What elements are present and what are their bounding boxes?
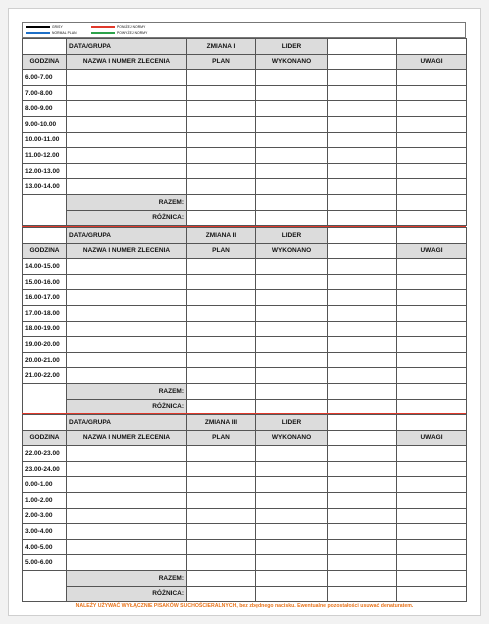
blank-cell	[23, 194, 67, 225]
nazwa-header: NAZWA I NUMER ZLECENIA	[67, 430, 187, 446]
wykonano-cell[interactable]	[256, 163, 328, 179]
extra-cell[interactable]	[328, 352, 397, 368]
wykonano-cell[interactable]	[256, 179, 328, 195]
hour-row	[23, 539, 467, 555]
blank-header-cell	[328, 243, 397, 259]
hour-row	[23, 555, 467, 571]
hour-label: 19.00-20.00	[23, 337, 67, 353]
hour-label: 4.00-5.00	[23, 539, 67, 555]
plan-cell[interactable]	[187, 148, 256, 164]
nazwa-cell[interactable]	[67, 179, 187, 195]
uwagi-cell[interactable]	[397, 508, 467, 524]
lider-label: LIDER	[256, 39, 328, 55]
wykonano-cell[interactable]	[256, 477, 328, 493]
uwagi-cell[interactable]	[397, 477, 467, 493]
razem-uwagi-cell[interactable]	[397, 383, 467, 399]
plan-header: PLAN	[187, 54, 256, 70]
column-header-row	[23, 243, 467, 259]
uwagi-cell[interactable]	[397, 148, 467, 164]
shift-name: ZMIANA II	[187, 228, 256, 244]
plan-cell[interactable]	[187, 524, 256, 540]
plan-cell[interactable]	[187, 539, 256, 555]
legend-item-normal: NORMAL PLAN	[26, 31, 77, 35]
hour-label: 16.00-17.00	[23, 290, 67, 306]
uwagi-header: UWAGI	[397, 430, 467, 446]
legend-item-above: POWYŻEJ NORMY	[91, 31, 147, 35]
hour-label: 14.00-15.00	[23, 259, 67, 275]
nazwa-cell[interactable]	[67, 85, 187, 101]
extra-cell[interactable]	[328, 259, 397, 275]
roznica-extra-cell[interactable]	[328, 210, 397, 226]
nazwa-cell[interactable]	[67, 368, 187, 384]
uwagi-cell[interactable]	[397, 70, 467, 86]
hour-row	[23, 461, 467, 477]
column-header-row	[23, 430, 467, 446]
wykonano-cell[interactable]	[256, 274, 328, 290]
plan-cell[interactable]	[187, 163, 256, 179]
shift-name: ZMIANA I	[187, 39, 256, 55]
hour-row	[23, 290, 467, 306]
data-grupa-label: DATA/GRUPA	[67, 39, 187, 55]
nazwa-cell[interactable]	[67, 116, 187, 132]
hour-label: 22.00-23.00	[23, 446, 67, 462]
nazwa-cell[interactable]	[67, 132, 187, 148]
uwagi-cell[interactable]	[397, 290, 467, 306]
wykonano-cell[interactable]	[256, 259, 328, 275]
plan-cell[interactable]	[187, 70, 256, 86]
data-grupa-label: DATA/GRUPA	[67, 415, 187, 431]
hour-label: 13.00-14.00	[23, 179, 67, 195]
lider-value-cell[interactable]	[328, 415, 397, 431]
blank-cell	[397, 39, 467, 55]
extra-cell[interactable]	[328, 446, 397, 462]
plan-header: PLAN	[187, 243, 256, 259]
hour-label: 18.00-19.00	[23, 321, 67, 337]
extra-cell[interactable]	[328, 321, 397, 337]
wykonano-cell[interactable]	[256, 116, 328, 132]
shift-header-row	[23, 415, 467, 431]
razem-row	[23, 194, 467, 210]
plan-cell[interactable]	[187, 446, 256, 462]
razem-row	[23, 570, 467, 586]
hour-row	[23, 305, 467, 321]
blank-cell	[23, 228, 67, 244]
razem-extra-cell[interactable]	[328, 570, 397, 586]
extra-cell[interactable]	[328, 163, 397, 179]
wykonano-cell[interactable]	[256, 352, 328, 368]
blank-cell	[397, 228, 467, 244]
plan-cell[interactable]	[187, 508, 256, 524]
uwagi-cell[interactable]	[397, 352, 467, 368]
razem-wykonano-cell[interactable]	[256, 383, 328, 399]
wykonano-cell[interactable]	[256, 337, 328, 353]
hour-label: 23.00-24.00	[23, 461, 67, 477]
plan-cell[interactable]	[187, 305, 256, 321]
roznica-row	[23, 586, 467, 602]
nazwa-cell[interactable]	[67, 446, 187, 462]
shift-header-row	[23, 228, 467, 244]
wykonano-cell[interactable]	[256, 132, 328, 148]
razem-extra-cell[interactable]	[328, 383, 397, 399]
razem-wykonano-cell[interactable]	[256, 194, 328, 210]
uwagi-cell[interactable]	[397, 179, 467, 195]
hour-label: 0.00-1.00	[23, 477, 67, 493]
extra-cell[interactable]	[328, 461, 397, 477]
plan-cell[interactable]	[187, 555, 256, 571]
hour-label: 17.00-18.00	[23, 305, 67, 321]
plan-cell[interactable]	[187, 368, 256, 384]
nazwa-cell[interactable]	[67, 508, 187, 524]
hour-row	[23, 132, 467, 148]
nazwa-cell[interactable]	[67, 101, 187, 117]
uwagi-header: UWAGI	[397, 243, 467, 259]
hour-row	[23, 179, 467, 195]
wykonano-cell[interactable]	[256, 446, 328, 462]
blank-cell	[23, 39, 67, 55]
nazwa-cell[interactable]	[67, 305, 187, 321]
nazwa-cell[interactable]	[67, 524, 187, 540]
hour-row	[23, 477, 467, 493]
extra-cell[interactable]	[328, 524, 397, 540]
legend-item-below: PONIŻEJ NORMY	[91, 25, 145, 29]
wykonano-cell[interactable]	[256, 305, 328, 321]
godzina-header: GODZINA	[23, 243, 67, 259]
plan-cell[interactable]	[187, 321, 256, 337]
wykonano-cell[interactable]	[256, 321, 328, 337]
legend-swatch-green	[91, 32, 115, 34]
hour-row	[23, 368, 467, 384]
plan-cell[interactable]	[187, 274, 256, 290]
hour-row	[23, 352, 467, 368]
hour-label: 15.00-16.00	[23, 274, 67, 290]
hour-row	[23, 321, 467, 337]
roznica-extra-cell[interactable]	[328, 586, 397, 602]
wykonano-header: WYKONANO	[256, 54, 328, 70]
uwagi-cell[interactable]	[397, 337, 467, 353]
extra-cell[interactable]	[328, 477, 397, 493]
data-grupa-label: DATA/GRUPA	[67, 228, 187, 244]
roznica-plan-cell[interactable]	[187, 586, 256, 602]
hour-label: 21.00-22.00	[23, 368, 67, 384]
hour-label: 3.00-4.00	[23, 524, 67, 540]
blank-cell	[23, 415, 67, 431]
lider-label: LIDER	[256, 415, 328, 431]
roznica-wykonano-cell[interactable]	[256, 210, 328, 226]
wykonano-cell[interactable]	[256, 539, 328, 555]
plan-cell[interactable]	[187, 477, 256, 493]
uwagi-cell[interactable]	[397, 321, 467, 337]
shift-name: ZMIANA III	[187, 415, 256, 431]
nazwa-header: NAZWA I NUMER ZLECENIA	[67, 243, 187, 259]
nazwa-cell[interactable]	[67, 321, 187, 337]
plan-cell[interactable]	[187, 179, 256, 195]
extra-cell[interactable]	[328, 85, 397, 101]
nazwa-cell[interactable]	[67, 148, 187, 164]
plan-cell[interactable]	[187, 85, 256, 101]
extra-cell[interactable]	[328, 508, 397, 524]
legend-swatch-red	[91, 26, 115, 28]
blank-cell	[23, 383, 67, 414]
uwagi-cell[interactable]	[397, 132, 467, 148]
hour-row	[23, 70, 467, 86]
roznica-uwagi-cell[interactable]	[397, 586, 467, 602]
wykonano-cell[interactable]	[256, 368, 328, 384]
nazwa-cell[interactable]	[67, 259, 187, 275]
blank-cell	[397, 415, 467, 431]
plan-cell[interactable]	[187, 290, 256, 306]
wykonano-header: WYKONANO	[256, 243, 328, 259]
roznica-label: RÓŻNICA:	[67, 586, 187, 602]
uwagi-cell[interactable]	[397, 446, 467, 462]
razem-plan-cell[interactable]	[187, 383, 256, 399]
razem-label: RAZEM:	[67, 570, 187, 586]
hour-label: 8.00-9.00	[23, 101, 67, 117]
nazwa-cell[interactable]	[67, 70, 187, 86]
uwagi-cell[interactable]	[397, 492, 467, 508]
hour-row	[23, 259, 467, 275]
extra-cell[interactable]	[328, 116, 397, 132]
razem-plan-cell[interactable]	[187, 570, 256, 586]
blank-header-cell	[328, 430, 397, 446]
wykonano-cell[interactable]	[256, 70, 328, 86]
extra-cell[interactable]	[328, 148, 397, 164]
razem-plan-cell[interactable]	[187, 194, 256, 210]
wykonano-cell[interactable]	[256, 148, 328, 164]
godzina-header: GODZINA	[23, 54, 67, 70]
extra-cell[interactable]	[328, 492, 397, 508]
nazwa-header: NAZWA I NUMER ZLECENIA	[67, 54, 187, 70]
extra-cell[interactable]	[328, 368, 397, 384]
uwagi-cell[interactable]	[397, 274, 467, 290]
hour-row	[23, 337, 467, 353]
extra-cell[interactable]	[328, 539, 397, 555]
uwagi-cell[interactable]	[397, 101, 467, 117]
hour-label: 6.00-7.00	[23, 70, 67, 86]
hour-row	[23, 274, 467, 290]
plan-header: PLAN	[187, 430, 256, 446]
shift-header-row	[23, 39, 467, 55]
blank-cell	[23, 570, 67, 601]
plan-cell[interactable]	[187, 101, 256, 117]
wykonano-cell[interactable]	[256, 508, 328, 524]
plan-cell[interactable]	[187, 116, 256, 132]
wykonano-cell[interactable]	[256, 524, 328, 540]
nazwa-cell[interactable]	[67, 477, 187, 493]
uwagi-cell[interactable]	[397, 85, 467, 101]
nazwa-cell[interactable]	[67, 555, 187, 571]
lider-value-cell[interactable]	[328, 228, 397, 244]
blank-header-cell	[328, 54, 397, 70]
shift-table-3	[22, 414, 467, 602]
roznica-label: RÓŻNICA:	[67, 399, 187, 415]
extra-cell[interactable]	[328, 555, 397, 571]
razem-row	[23, 383, 467, 399]
legend-box	[22, 22, 466, 38]
hour-row	[23, 163, 467, 179]
wykonano-cell[interactable]	[256, 555, 328, 571]
extra-cell[interactable]	[328, 101, 397, 117]
plan-cell[interactable]	[187, 337, 256, 353]
hour-label: 1.00-2.00	[23, 492, 67, 508]
hour-row	[23, 101, 467, 117]
razem-uwagi-cell[interactable]	[397, 194, 467, 210]
nazwa-cell[interactable]	[67, 274, 187, 290]
razem-uwagi-cell[interactable]	[397, 570, 467, 586]
plan-cell[interactable]	[187, 492, 256, 508]
roznica-row	[23, 210, 467, 226]
nazwa-cell[interactable]	[67, 352, 187, 368]
uwagi-cell[interactable]	[397, 163, 467, 179]
shift-table-1	[22, 38, 467, 226]
extra-cell[interactable]	[328, 70, 397, 86]
column-header-row	[23, 54, 467, 70]
legend-item-grisy: GRISY	[26, 25, 63, 29]
razem-label: RAZEM:	[67, 194, 187, 210]
uwagi-header: UWAGI	[397, 54, 467, 70]
hour-label: 2.00-3.00	[23, 508, 67, 524]
plan-cell[interactable]	[187, 259, 256, 275]
nazwa-cell[interactable]	[67, 290, 187, 306]
hour-row	[23, 524, 467, 540]
uwagi-cell[interactable]	[397, 368, 467, 384]
lider-value-cell[interactable]	[328, 39, 397, 55]
hour-row	[23, 508, 467, 524]
footer-note: NALEŻY UŻYWAĆ WYŁĄCZNIE PISAKÓW SUCHOŚCIERALNYCH, bez zbędnego nacisku. Ewentualne pozostałości usuwać denaturatem.	[75, 603, 414, 609]
wykonano-cell[interactable]	[256, 461, 328, 477]
hour-label: 20.00-21.00	[23, 352, 67, 368]
extra-cell[interactable]	[328, 179, 397, 195]
hour-label: 12.00-13.00	[23, 163, 67, 179]
roznica-label: RÓŻNICA:	[67, 210, 187, 226]
hour-row	[23, 85, 467, 101]
extra-cell[interactable]	[328, 337, 397, 353]
roznica-wykonano-cell[interactable]	[256, 586, 328, 602]
hour-label: 10.00-11.00	[23, 132, 67, 148]
razem-extra-cell[interactable]	[328, 194, 397, 210]
hour-row	[23, 116, 467, 132]
extra-cell[interactable]	[328, 132, 397, 148]
wykonano-cell[interactable]	[256, 492, 328, 508]
lider-label: LIDER	[256, 228, 328, 244]
nazwa-cell[interactable]	[67, 461, 187, 477]
extra-cell[interactable]	[328, 305, 397, 321]
hour-label: 7.00-8.00	[23, 85, 67, 101]
nazwa-cell[interactable]	[67, 492, 187, 508]
uwagi-cell[interactable]	[397, 524, 467, 540]
uwagi-cell[interactable]	[397, 116, 467, 132]
legend-swatch-blue	[26, 32, 50, 34]
plan-cell[interactable]	[187, 352, 256, 368]
uwagi-cell[interactable]	[397, 555, 467, 571]
uwagi-cell[interactable]	[397, 259, 467, 275]
nazwa-cell[interactable]	[67, 337, 187, 353]
uwagi-cell[interactable]	[397, 305, 467, 321]
razem-wykonano-cell[interactable]	[256, 570, 328, 586]
uwagi-cell[interactable]	[397, 461, 467, 477]
extra-cell[interactable]	[328, 290, 397, 306]
nazwa-cell[interactable]	[67, 163, 187, 179]
wykonano-cell[interactable]	[256, 290, 328, 306]
uwagi-cell[interactable]	[397, 539, 467, 555]
hour-row	[23, 148, 467, 164]
nazwa-cell[interactable]	[67, 539, 187, 555]
razem-label: RAZEM:	[67, 383, 187, 399]
hour-label: 5.00-6.00	[23, 555, 67, 571]
hour-label: 11.00-12.00	[23, 148, 67, 164]
wykonano-cell[interactable]	[256, 85, 328, 101]
hour-row	[23, 492, 467, 508]
wykonano-header: WYKONANO	[256, 430, 328, 446]
hour-row	[23, 446, 467, 462]
extra-cell[interactable]	[328, 274, 397, 290]
roznica-uwagi-cell[interactable]	[397, 210, 467, 226]
legend-swatch-black	[26, 26, 50, 28]
godzina-header: GODZINA	[23, 430, 67, 446]
wykonano-cell[interactable]	[256, 101, 328, 117]
shift-table-2	[22, 227, 467, 415]
roznica-plan-cell[interactable]	[187, 210, 256, 226]
hour-label: 9.00-10.00	[23, 116, 67, 132]
plan-cell[interactable]	[187, 461, 256, 477]
plan-cell[interactable]	[187, 132, 256, 148]
